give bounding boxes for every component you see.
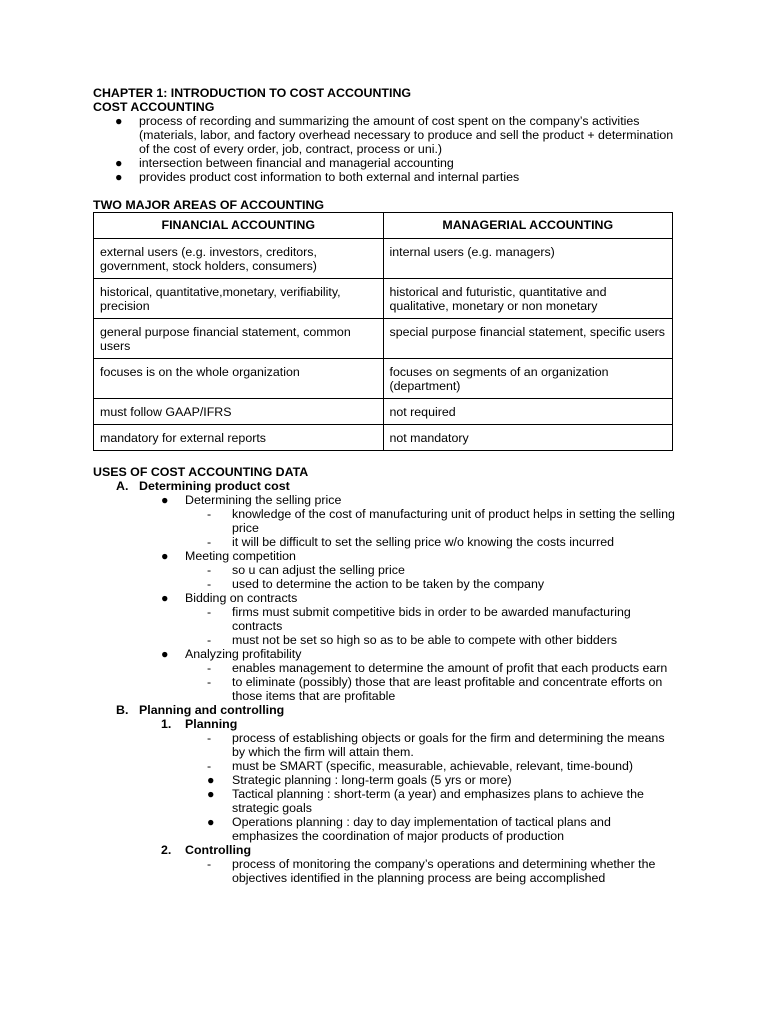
outline-item-planning: 1. Planning	[161, 717, 238, 731]
table-row	[94, 239, 673, 279]
table-cell: mandatory for external reports	[94, 425, 384, 451]
table-cell: internal users (e.g. managers)	[383, 239, 673, 279]
list-item: ● provides product cost information to both external and internal parties	[115, 170, 520, 184]
column-header-managerial: MANAGERIAL ACCOUNTING	[383, 213, 673, 239]
section-title-uses: USES OF COST ACCOUNTING DATA	[93, 465, 309, 479]
list-item: - process of establishing objects or goals for the firm and determining the means by which the firm will attain them.	[207, 731, 665, 759]
list-item: ● Operations planning : day to day implementation of tactical plans and emphasizes the coordination of major products of production	[207, 815, 611, 843]
list-item: - so u can adjust the selling price	[207, 563, 405, 577]
list-item: ● process of recording and summarizing the amount of cost spent on the company’s activities (materials, labor, and factory overhead necessary to produce and sell the product + determination of the cost of every order, job, contract, process or uni.)	[115, 114, 674, 156]
column-header-financial: FINANCIAL ACCOUNTING	[94, 213, 384, 239]
table-header-row	[94, 213, 673, 239]
table-cell: general purpose financial statement, common users	[94, 319, 384, 359]
outline-item-a: A. Determining product cost	[116, 479, 290, 493]
list-item: ● Analyzing profitability	[161, 647, 302, 661]
table-cell: historical and futuristic, quantitative and qualitative, monetary or non monetary	[383, 279, 673, 319]
chapter-title: CHAPTER 1: INTRODUCTION TO COST ACCOUNTING	[93, 86, 412, 100]
table-row	[94, 359, 673, 399]
list-item: ● Determining the selling price	[161, 493, 342, 507]
list-item: ● Strategic planning : long-term goals (5 yrs or more)	[207, 773, 512, 787]
table-cell: focuses on segments of an organization (department)	[383, 359, 673, 399]
list-item: - must not be set so high so as to be able to compete with other bidders	[207, 633, 618, 647]
table-cell: not required	[383, 399, 673, 425]
outline-item-b: B. Planning and controlling	[116, 703, 285, 717]
table-cell: must follow GAAP/IFRS	[94, 399, 384, 425]
section-title-cost-accounting: COST ACCOUNTING	[93, 100, 215, 114]
list-item: - to eliminate (possibly) those that are least profitable and concentrate efforts on those items that are profitable	[207, 675, 663, 703]
outline-item-controlling: 2. Controlling	[161, 843, 252, 857]
table-row	[94, 279, 673, 319]
list-item: - process of monitoring the company’s operations and determining whether the objectives identified in the planning process are being accomplished	[207, 857, 656, 885]
list-item: - used to determine the action to be taken by the company	[207, 577, 545, 591]
table-cell: external users (e.g. investors, creditors, government, stock holders, consumers)	[94, 239, 384, 279]
table-cell: focuses is on the whole organization	[94, 359, 384, 399]
list-item: ● Tactical planning : short-term (a year) and emphasizes plans to achieve the strategic goals	[207, 787, 644, 815]
table-cell: historical, quantitative,monetary, verifiability, precision	[94, 279, 384, 319]
list-item: ● Bidding on contracts	[161, 591, 298, 605]
list-item: - it will be difficult to set the selling price w/o knowing the costs incurred	[207, 535, 614, 549]
list-item: ● intersection between financial and managerial accounting	[115, 156, 454, 170]
table-cell: special purpose financial statement, specific users	[383, 319, 673, 359]
list-item: - knowledge of the cost of manufacturing unit of product helps in setting the selling price	[207, 507, 675, 535]
table-row	[94, 425, 673, 451]
list-item: - firms must submit competitive bids in order to be awarded manufacturing contracts	[207, 605, 631, 633]
list-item: - enables management to determine the amount of profit that each products earn	[207, 661, 668, 675]
table-row	[94, 319, 673, 359]
table-row	[94, 399, 673, 425]
document-page	[93, 86, 675, 885]
list-item: - must be SMART (specific, measurable, achievable, relevant, time-bound)	[207, 759, 634, 773]
list-item: ● Meeting competition	[161, 549, 296, 563]
comparison-table	[93, 212, 673, 451]
table-cell: not mandatory	[383, 425, 673, 451]
section-title-two-major-areas: TWO MAJOR AREAS OF ACCOUNTING	[93, 198, 325, 212]
